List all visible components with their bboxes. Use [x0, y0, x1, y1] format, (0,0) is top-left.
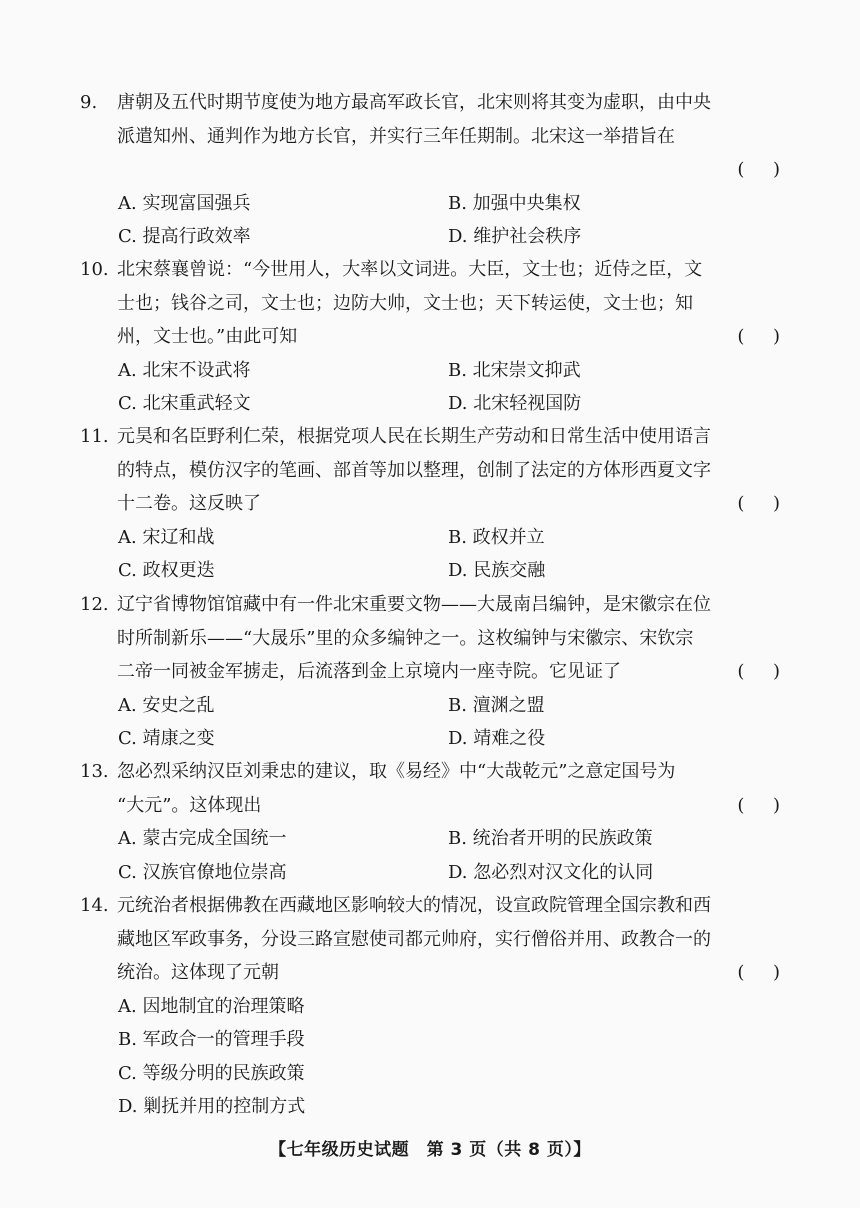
- option-a: A. 北宋不设武将: [118, 359, 251, 381]
- page-footer: 【七年级历史试题 第 3 页（共 8 页）】: [269, 1140, 591, 1160]
- stem-line: 时所制新乐——“大晟乐”里的众多编钟之一。这枚编钟与宋徽宗、宋钦宗: [117, 627, 694, 649]
- stem-line: 士也；钱谷之司，文士也；边防大帅，文士也；天下转运使，文士也；知: [117, 292, 693, 314]
- option-a: A. 因地制宜的治理策略: [118, 995, 305, 1017]
- options: [118, 822, 780, 889]
- option-c: C. 北宋重武轻文: [118, 393, 251, 414]
- stem-line: 十二卷。这反映了: [117, 493, 261, 514]
- stem-line: 的特点，模仿汉字的笔画、部首等加以整理，创制了法定的方体形西夏文字: [117, 459, 711, 481]
- question-13: [80, 755, 780, 889]
- answer-blank: ( ): [737, 326, 780, 347]
- option-c: C. 政权更迭: [118, 560, 215, 581]
- option-c: C. 汉族官僚地位崇高: [118, 861, 287, 883]
- stem-line: 统治。这体现了元朝: [117, 962, 279, 983]
- answer-blank: ( ): [737, 962, 780, 983]
- option-b: B. 政权并立: [448, 526, 545, 548]
- option-b: B. 加强中央集权: [448, 192, 581, 214]
- options: [118, 521, 780, 588]
- option-b: B. 北宋崇文抑武: [448, 359, 581, 381]
- question-stem: [117, 253, 780, 354]
- question-number: 12.: [80, 594, 109, 615]
- question-stem: [117, 420, 780, 521]
- option-a: A. 安史之乱: [118, 694, 215, 716]
- question-stem: [117, 588, 780, 689]
- stem-line: 藏地区军政事务，分设三路宣慰使司都元帅府，实行僧俗并用、政教合一的: [117, 928, 711, 950]
- question-number: 9.: [80, 92, 98, 113]
- answer-blank: ( ): [737, 159, 780, 180]
- stem-line: 派遣知州、通判作为地方长官，并实行三年任期制。北宋这一举措旨在: [117, 125, 675, 147]
- option-d: D. 靖难之役: [448, 728, 546, 749]
- stem-line: 北宋蔡襄曾说：“今世用人，大率以文词进。大臣，文士也；近侍之臣，文: [117, 259, 703, 280]
- option-d: D. 忽必烈对汉文化的认同: [448, 861, 654, 883]
- question-number: 14.: [80, 895, 109, 916]
- option-a: A. 实现富国强兵: [118, 192, 251, 214]
- question-stem: [117, 889, 780, 990]
- options: [118, 990, 780, 1124]
- stem-line: 二帝一同被金军掳走，后流落到金上京境内一座寺院。它见证了: [117, 661, 621, 682]
- stem-line: 元统治者根据佛教在西藏地区影响较大的情况，设宣政院管理全国宗教和西: [117, 895, 711, 916]
- option-c: C. 靖康之变: [118, 728, 215, 749]
- option-b: B. 军政合一的管理手段: [118, 1029, 305, 1050]
- question-stem: [117, 755, 780, 822]
- question-number: 11.: [80, 426, 109, 447]
- option-c: C. 等级分明的民族政策: [118, 1062, 305, 1084]
- answer-blank: ( ): [737, 493, 780, 514]
- question-14: [80, 889, 780, 1124]
- option-d: D. 剿抚并用的控制方式: [118, 1096, 306, 1117]
- stem-line: 元昊和名臣野利仁荣，根据党项人民在长期生产劳动和日常生活中使用语言: [117, 426, 711, 447]
- question-number: 13.: [80, 761, 109, 782]
- options: [118, 187, 780, 254]
- stem-line: 州，文士也。”由此可知: [117, 326, 298, 347]
- answer-blank: ( ): [737, 794, 780, 816]
- question-stem: [117, 86, 780, 153]
- option-a: A. 宋辽和战: [118, 526, 215, 548]
- option-b: B. 统治者开明的民族政策: [448, 828, 653, 849]
- options: [118, 689, 780, 756]
- question-10: [80, 253, 780, 421]
- stem-line: 忽必烈采纳汉臣刘秉忠的建议，取《易经》中“大哉乾元”之意定国号为: [117, 761, 676, 782]
- stem-line: 辽宁省博物馆馆藏中有一件北宋重要文物——大晟南吕编钟，是宋徽宗在位: [117, 594, 711, 615]
- stem-line: “大元”。这体现出: [117, 794, 262, 816]
- question-9: [80, 86, 780, 254]
- option-d: D. 北宋轻视国防: [448, 393, 582, 414]
- question-number: 10.: [80, 259, 109, 280]
- question-12: [80, 588, 780, 756]
- option-a: A. 蒙古完成全国统一: [118, 828, 287, 849]
- options: [118, 354, 780, 421]
- option-b: B. 澶渊之盟: [448, 694, 545, 716]
- answer-blank: ( ): [737, 661, 780, 682]
- option-d: D. 维护社会秩序: [448, 226, 582, 247]
- question-11: [80, 420, 780, 588]
- option-c: C. 提高行政效率: [118, 226, 251, 247]
- stem-line: 唐朝及五代时期节度使为地方最高军政长官，北宋则将其变为虚职，由中央: [117, 92, 711, 113]
- option-d: D. 民族交融: [448, 560, 546, 581]
